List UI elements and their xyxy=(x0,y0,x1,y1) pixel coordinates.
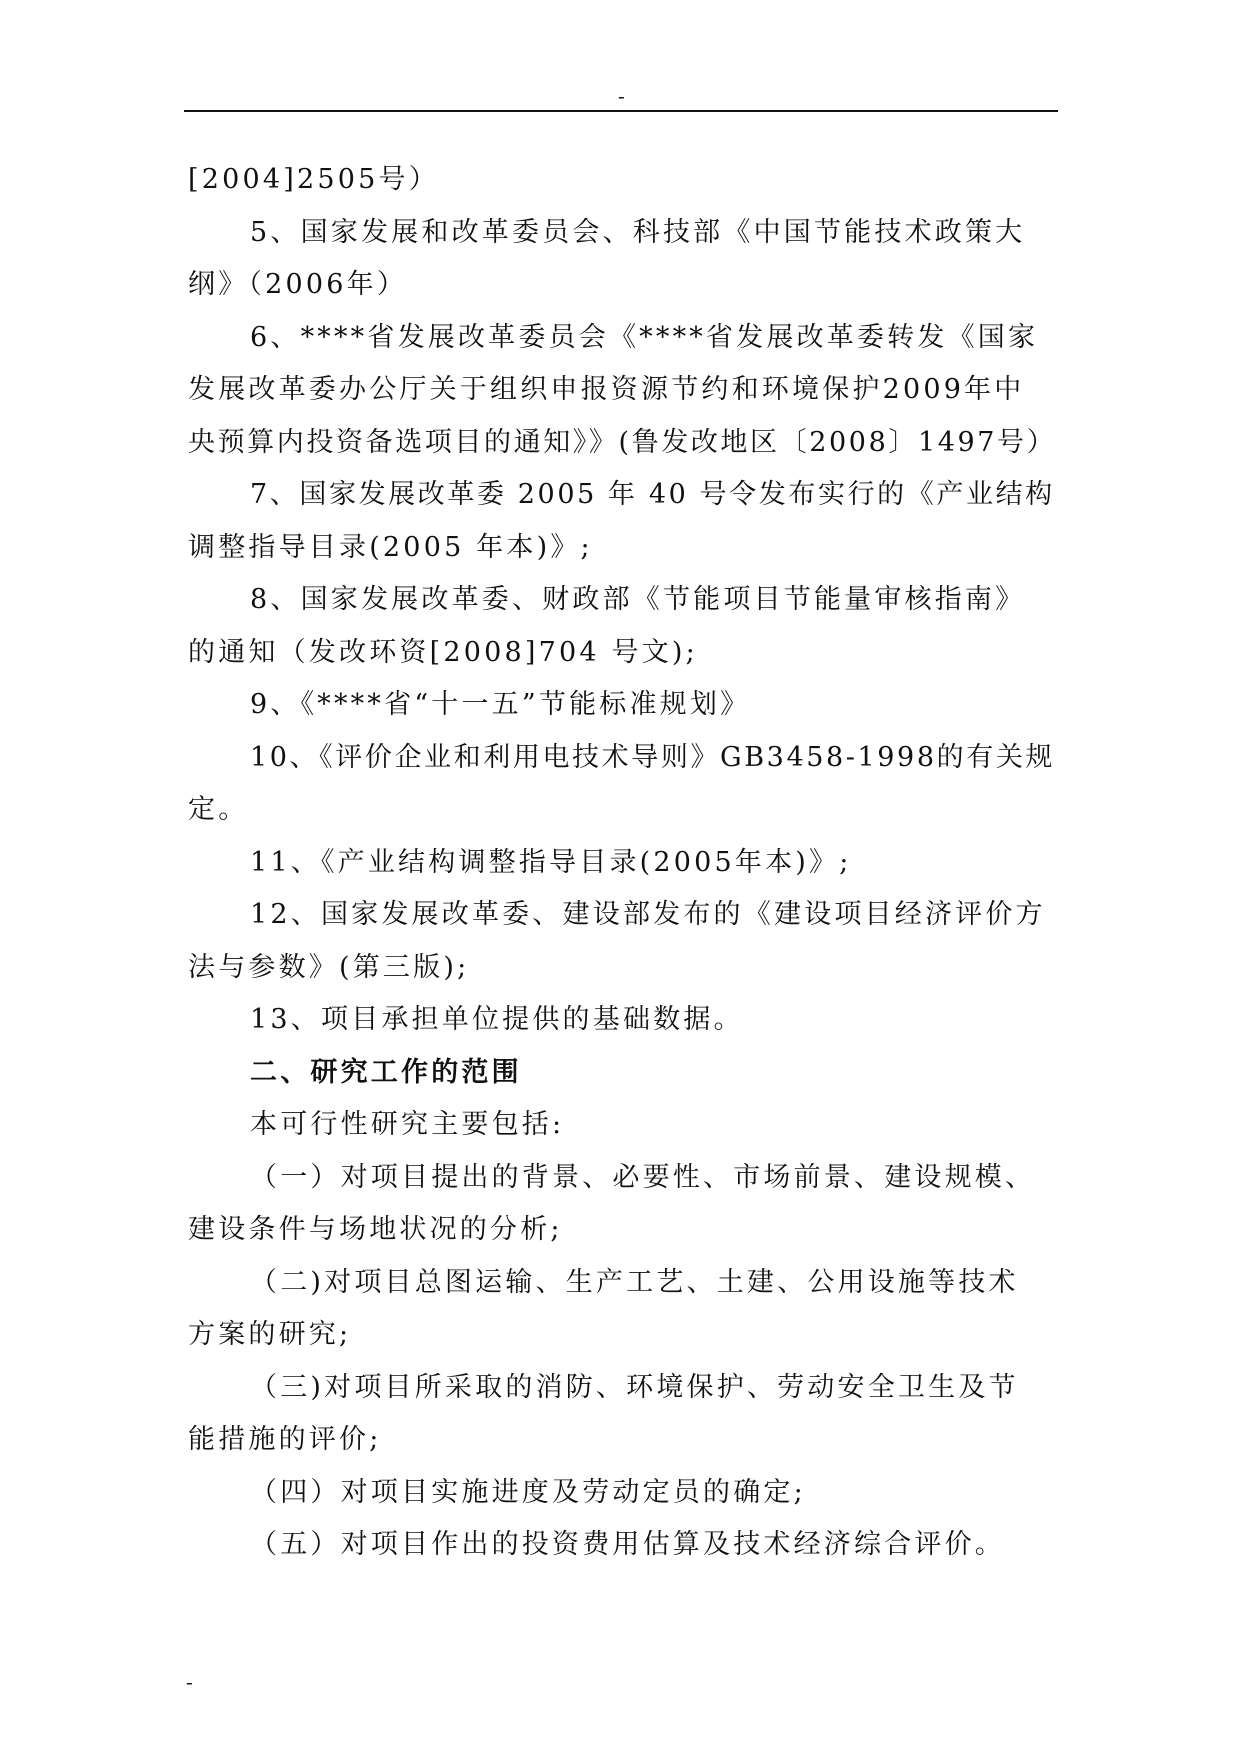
document-body xyxy=(188,154,1056,1572)
scope-item-3: （三)对项目所采取的消防、环境保护、劳动安全卫生及节 xyxy=(250,1371,1019,1403)
reference-8-wrap: 的通知（发改环资[2008]704 号文); xyxy=(188,636,698,668)
reference-6-wrap-2: 央预算内投资备选项目的通知》》(鲁发改地区〔2008〕1497号） xyxy=(188,426,1057,458)
scope-item-2-wrap: 方案的研究; xyxy=(188,1319,352,1350)
scope-item-1: （一）对项目提出的背景、必要性、市场前景、建设规模、 xyxy=(250,1161,1036,1193)
reference-12-wrap: 法与参数》(第三版); xyxy=(188,951,470,983)
reference-10: 10、《评价企业和利用电技术导则》GB3458-1998的有关规 xyxy=(250,741,1056,773)
scope-item-2: （二)对项目总图运输、生产工艺、土建、公用设施等技术 xyxy=(250,1266,1019,1298)
reference-10-wrap: 定。 xyxy=(188,794,249,825)
scope-item-3-wrap: 能措施的评价; xyxy=(188,1424,382,1455)
reference-5-wrap: 纲》（2006年） xyxy=(188,269,408,300)
scope-item-4: （四）对项目实施进度及劳动定员的确定; xyxy=(250,1476,806,1508)
reference-7-wrap: 调整指导目录(2005 年本)》; xyxy=(188,531,593,563)
reference-9: 9、《****省“十一五”节能标准规划》 xyxy=(250,689,751,720)
scope-intro: 本可行性研究主要包括: xyxy=(250,1109,565,1140)
reference-6: 6、****省发展改革委员会《****省发展改革委转发《国家 xyxy=(250,321,1039,353)
reference-5-continuation: [2004]2505号） xyxy=(188,164,439,195)
reference-6-wrap-1: 发展改革委办公厅关于组织申报资源节约和环境保护2009年中 xyxy=(188,374,1025,405)
reference-11: 11、《产业结构调整指导目录(2005年本)》; xyxy=(250,846,852,878)
reference-13: 13、项目承担单位提供的基础数据。 xyxy=(250,1004,744,1035)
reference-8: 8、国家发展改革委、财政部《节能项目节能量审核指南》 xyxy=(250,584,1026,615)
header-mark: - xyxy=(618,84,625,108)
scope-item-5: （五）对项目作出的投资费用估算及技术经济综合评价。 xyxy=(250,1529,1005,1560)
header-rule xyxy=(184,110,1058,112)
reference-5: 5、国家发展和改革委员会、科技部《中国节能技术政策大 xyxy=(250,216,1026,248)
reference-7: 7、国家发展改革委 2005 年 40 号令发布实行的《产业结构 xyxy=(250,479,1055,510)
reference-12: 12、国家发展改革委、建设部发布的《建设项目经济评价方 xyxy=(250,899,1046,930)
section-heading: 二、研究工作的范围 xyxy=(250,1056,522,1088)
footer-mark: - xyxy=(186,1670,193,1694)
scope-item-1-wrap: 建设条件与场地状况的分析; xyxy=(188,1214,563,1245)
